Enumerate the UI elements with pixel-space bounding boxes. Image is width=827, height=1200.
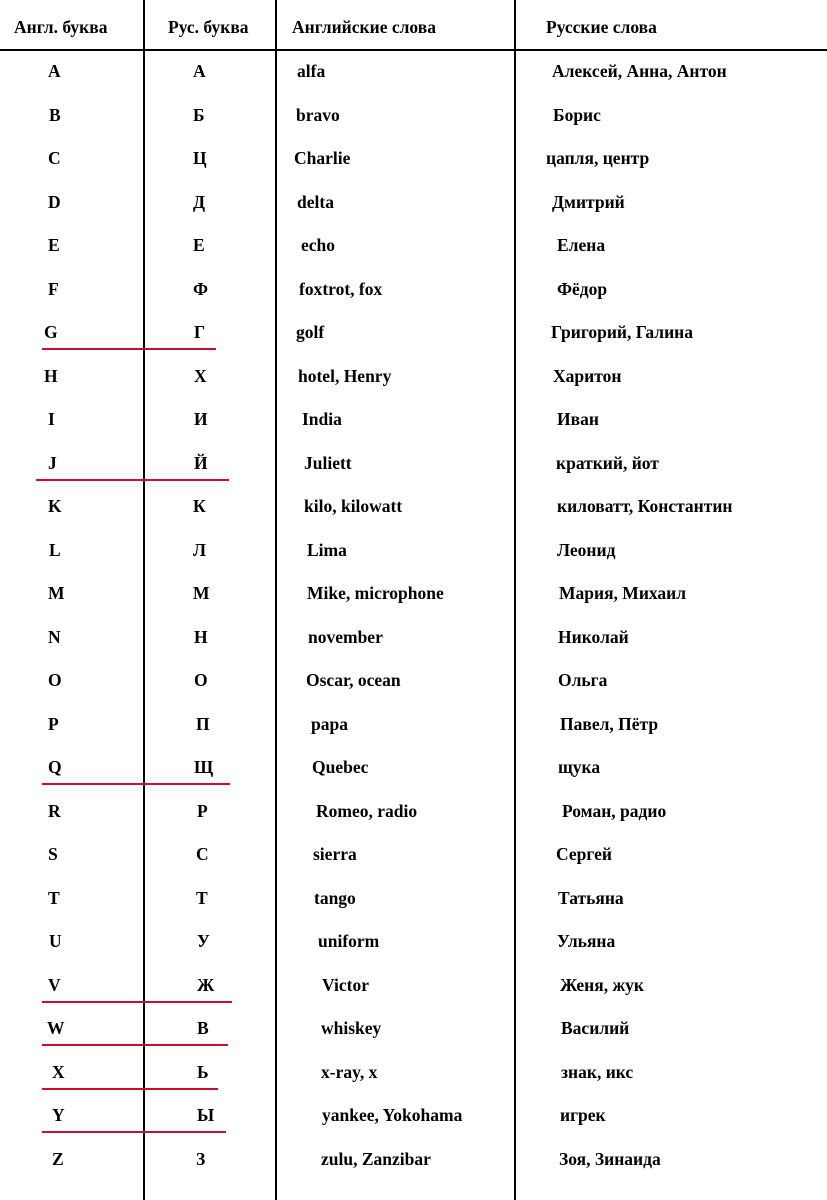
english-letter-cell: H	[44, 366, 58, 386]
russian-words-cell: Мария, Михаил	[559, 583, 687, 603]
english-letter-cell: U	[49, 931, 62, 951]
russian-letter-cell: Ь	[197, 1062, 209, 1082]
column-divider-1	[143, 0, 145, 1200]
russian-letter-cell: П	[196, 714, 210, 734]
header-russian-words: Русские слова	[546, 17, 657, 37]
russian-words-cell: Павел, Пётр	[560, 714, 659, 734]
russian-words-cell: игрек	[560, 1105, 606, 1125]
russian-words-cell: Василий	[561, 1018, 630, 1038]
russian-letter-cell: У	[197, 931, 210, 951]
english-letter-cell: G	[44, 322, 58, 342]
russian-words-cell: Женя, жук	[560, 975, 645, 995]
russian-letter-cell: Е	[193, 235, 205, 255]
english-words-cell: Juliett	[304, 453, 352, 473]
russian-words-cell: Ольга	[558, 670, 608, 690]
english-letter-cell: Y	[52, 1105, 65, 1125]
english-words-cell: Charlie	[294, 148, 351, 168]
russian-letter-cell: Щ	[194, 757, 214, 777]
russian-words-cell: Зоя, Зинаида	[559, 1149, 661, 1169]
english-words-cell: zulu, Zanzibar	[321, 1149, 431, 1169]
english-letter-cell: E	[48, 235, 60, 255]
group-separator-underline	[36, 479, 229, 481]
russian-letter-cell: Л	[193, 540, 207, 560]
english-letter-cell: Z	[52, 1149, 64, 1169]
header-russian-letter: Рус. буква	[168, 17, 249, 37]
english-letter-cell: W	[47, 1018, 65, 1038]
english-letter-cell: X	[52, 1062, 65, 1082]
english-letter-cell: R	[48, 801, 61, 821]
russian-words-cell: Борис	[553, 105, 601, 125]
english-words-cell: papa	[311, 714, 348, 734]
russian-letter-cell: К	[193, 496, 206, 516]
group-separator-underline	[42, 783, 230, 785]
russian-letter-cell: Ы	[197, 1105, 215, 1125]
russian-letter-cell: Т	[196, 888, 208, 908]
russian-letter-cell: Б	[193, 105, 205, 125]
russian-words-cell: Иван	[557, 409, 599, 429]
russian-words-cell: Сергей	[556, 844, 612, 864]
english-letter-cell: P	[48, 714, 59, 734]
english-letter-cell: V	[48, 975, 61, 995]
russian-letter-cell: Г	[194, 322, 206, 342]
group-separator-underline	[42, 1001, 232, 1003]
english-words-cell: golf	[296, 322, 325, 342]
english-words-cell: whiskey	[321, 1018, 382, 1038]
english-words-cell: Victor	[322, 975, 369, 995]
russian-letter-cell: Р	[197, 801, 208, 821]
english-words-cell: foxtrot, fox	[299, 279, 383, 299]
english-letter-cell: D	[48, 192, 61, 212]
english-letter-cell: M	[48, 583, 65, 603]
group-separator-underline	[42, 348, 216, 350]
russian-letter-cell: А	[193, 61, 206, 81]
russian-words-cell: Алексей, Анна, Антон	[552, 61, 727, 81]
english-words-cell: Lima	[307, 540, 347, 560]
russian-words-cell: щука	[558, 757, 601, 777]
russian-words-cell: Фёдор	[557, 279, 608, 299]
header-english-words: Английские слова	[292, 17, 436, 37]
english-letter-cell: Q	[48, 757, 62, 777]
english-words-cell: Oscar, ocean	[306, 670, 401, 690]
english-letter-cell: F	[48, 279, 59, 299]
group-separator-underline	[42, 1131, 226, 1133]
russian-letter-cell: М	[193, 583, 210, 603]
russian-words-cell: знак, икс	[561, 1062, 634, 1082]
russian-letter-cell: С	[196, 844, 209, 864]
english-letter-cell: I	[48, 409, 55, 429]
russian-letter-cell: И	[194, 409, 208, 429]
russian-words-cell: цапля, центр	[546, 148, 650, 168]
russian-words-cell: Елена	[557, 235, 606, 255]
russian-words-cell: Николай	[558, 627, 629, 647]
russian-letter-cell: Н	[194, 627, 208, 647]
english-words-cell: uniform	[318, 931, 380, 951]
english-words-cell: Mike, microphone	[307, 583, 444, 603]
russian-letter-cell: З	[196, 1149, 206, 1169]
column-divider-2	[275, 0, 277, 1200]
header-english-letter: Англ. буква	[14, 17, 108, 37]
english-words-cell: echo	[301, 235, 336, 255]
english-letter-cell: O	[48, 670, 62, 690]
english-words-cell: bravo	[296, 105, 340, 125]
header-divider	[0, 49, 827, 51]
russian-words-cell: Ульяна	[557, 931, 616, 951]
russian-letter-cell: В	[197, 1018, 209, 1038]
russian-words-cell: Харитон	[553, 366, 622, 386]
russian-letter-cell: О	[194, 670, 208, 690]
english-words-cell: delta	[297, 192, 334, 212]
english-words-cell: Quebec	[312, 757, 369, 777]
russian-words-cell: Григорий, Галина	[551, 322, 693, 342]
russian-letter-cell: Ц	[193, 148, 207, 168]
english-words-cell: november	[308, 627, 383, 647]
english-words-cell: Romeo, radio	[316, 801, 418, 821]
english-words-cell: yankee, Yokohama	[322, 1105, 463, 1125]
english-words-cell: sierra	[313, 844, 357, 864]
english-letter-cell: L	[49, 540, 61, 560]
english-letter-cell: C	[48, 148, 61, 168]
english-letter-cell: N	[48, 627, 61, 647]
russian-words-cell: Роман, радио	[562, 801, 667, 821]
russian-letter-cell: Ф	[193, 279, 209, 299]
russian-letter-cell: Д	[193, 192, 206, 212]
english-words-cell: tango	[314, 888, 356, 908]
english-letter-cell: J	[48, 453, 57, 473]
english-words-cell: x-ray, x	[321, 1062, 378, 1082]
english-letter-cell: K	[48, 496, 62, 516]
english-words-cell: kilo, kilowatt	[304, 496, 403, 516]
english-letter-cell: S	[48, 844, 58, 864]
column-divider-3	[514, 0, 516, 1200]
english-letter-cell: B	[49, 105, 61, 125]
russian-letter-cell: Х	[194, 366, 207, 386]
english-words-cell: India	[302, 409, 342, 429]
russian-letter-cell: Й	[194, 453, 208, 473]
group-separator-underline	[42, 1088, 218, 1090]
english-words-cell: alfa	[297, 61, 326, 81]
russian-words-cell: Татьяна	[558, 888, 624, 908]
russian-words-cell: Дмитрий	[552, 192, 625, 212]
russian-letter-cell: Ж	[197, 975, 215, 995]
russian-words-cell: Леонид	[557, 540, 616, 560]
russian-words-cell: краткий, йот	[556, 453, 659, 473]
group-separator-underline	[42, 1044, 228, 1046]
english-letter-cell: A	[48, 61, 61, 81]
russian-words-cell: киловатт, Константин	[557, 496, 733, 516]
english-words-cell: hotel, Henry	[298, 366, 392, 386]
english-letter-cell: T	[48, 888, 60, 908]
